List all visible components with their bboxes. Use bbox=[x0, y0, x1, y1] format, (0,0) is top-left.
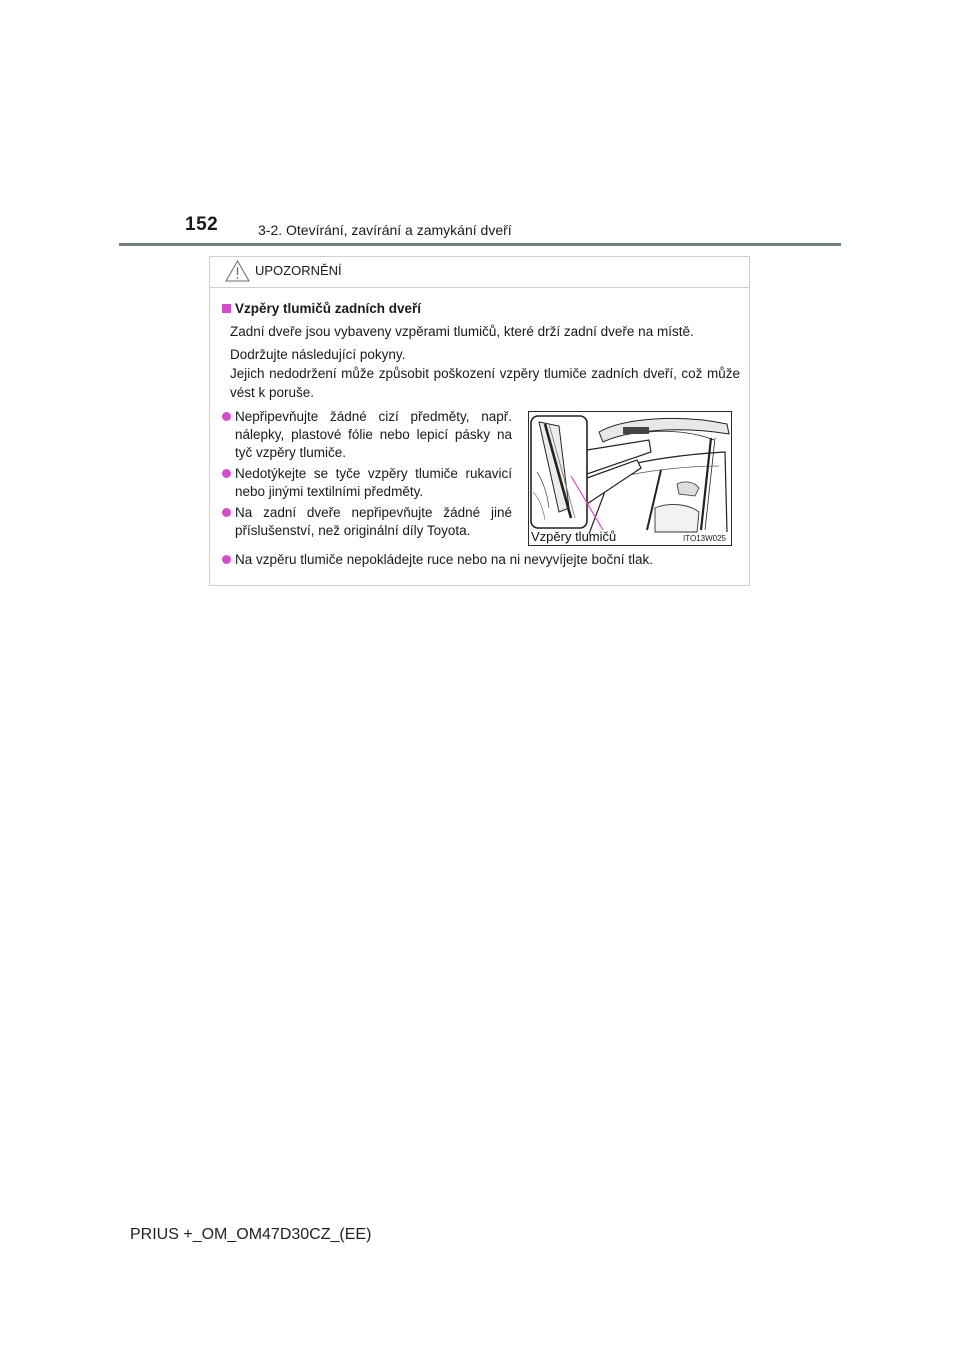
square-bullet-icon bbox=[222, 304, 231, 313]
round-bullet-icon bbox=[222, 555, 231, 564]
instructions-line: Dodržujte následující pokyny. bbox=[230, 347, 406, 362]
section-title: 3-2. Otevírání, zavírání a zamykání dveří bbox=[258, 222, 512, 238]
figure-caption: Vzpěry tlumičů bbox=[531, 529, 617, 544]
intro-paragraph: Zadní dveře jsou vybaveny vzpěrami tlumičů, které drží zadní dveře na místě. bbox=[230, 324, 694, 339]
round-bullet-icon bbox=[222, 508, 231, 517]
topic-text: Vzpěry tlumičů zadních dveří bbox=[235, 301, 422, 316]
bullet-item bbox=[222, 465, 512, 501]
bullet-item bbox=[222, 551, 742, 569]
consequence-line: Jejich nedodržení může způsobit poškození vzpěry tlumiče zadních dveří, což může vést k poruše. bbox=[230, 366, 740, 400]
topic-heading bbox=[222, 301, 421, 316]
warning-label: UPOZORNĚNÍ bbox=[255, 263, 342, 278]
round-bullet-icon bbox=[222, 469, 231, 478]
car-back-door-drawing bbox=[529, 412, 732, 546]
warning-header bbox=[210, 257, 749, 288]
damper-stay-illustration bbox=[528, 411, 732, 546]
document-code-footer: PRIUS +_OM_OM47D30CZ_(EE) bbox=[130, 1226, 372, 1243]
page-number: 152 bbox=[185, 214, 219, 235]
header-rule bbox=[119, 243, 841, 246]
instructions-paragraph bbox=[230, 345, 740, 402]
warning-triangle-icon bbox=[225, 260, 250, 282]
bullet-text: Na vzpěru tlumiče nepokládejte ruce nebo na ni nevyvíjejte boční tlak. bbox=[235, 552, 653, 567]
bullet-text: Na zadní dveře nepřipevňujte žádné jiné příslušenství, než originální díly Toyota. bbox=[235, 505, 512, 538]
bullet-item bbox=[222, 504, 512, 540]
bullet-item bbox=[222, 408, 512, 462]
bullet-text: Nedotýkejte se tyče vzpěry tlumiče rukavicí nebo jinými textilními předměty. bbox=[235, 466, 512, 499]
round-bullet-icon bbox=[222, 412, 231, 421]
warning-box bbox=[209, 256, 750, 586]
bullet-text: Nepřipevňujte žádné cizí předměty, např. nálepky, plastové fólie nebo lepicí pásky na tyč vzpěry tlumiče. bbox=[235, 409, 512, 460]
figure-code: ITO13W025 bbox=[683, 534, 726, 543]
